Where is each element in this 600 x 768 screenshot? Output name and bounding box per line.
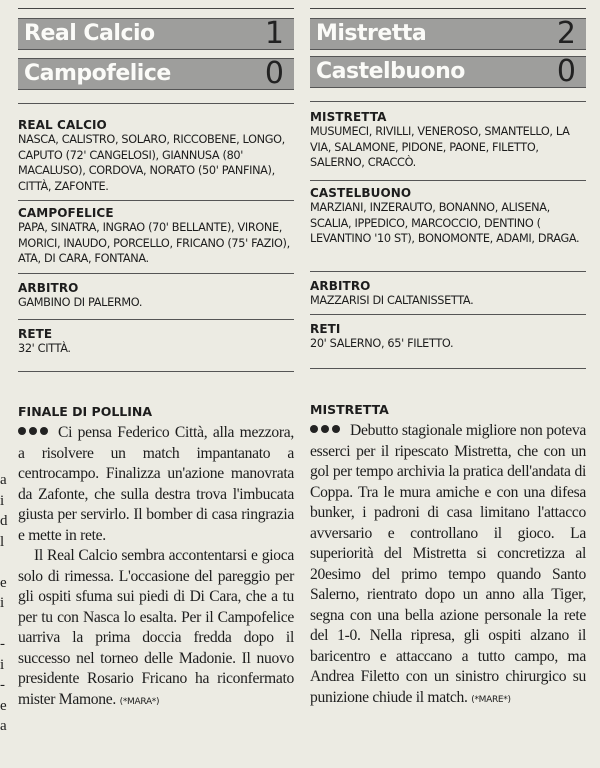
edge-letter: i (0, 656, 5, 673)
edge-letter (0, 552, 14, 573)
article-right (310, 402, 586, 710)
section-text: MUSUMECI, RIVILLI, VENEROSO, SMANTELLO, LA VIA, SALAMONE, PIDONE, PAONE, FILETTO, SALERNO, CRACCÒ. (310, 125, 570, 169)
lineup-home (18, 118, 294, 194)
author-signature: (*MARE*) (471, 694, 511, 705)
team-score: 0 (556, 54, 576, 89)
edge-letter: a (0, 718, 7, 734)
team-name: Real Calcio (24, 21, 155, 46)
scorebar-away (18, 58, 294, 90)
section-title: CAMPOFELICE (18, 206, 114, 220)
section-title: RETI (310, 322, 341, 336)
section-title: REAL CALCIO (18, 118, 107, 132)
divider (18, 319, 294, 320)
scorebar-home (18, 18, 294, 50)
edge-letter: l (0, 533, 5, 550)
article-title: FINALE DI POLLINA (18, 404, 153, 419)
edge-letter: i (0, 492, 5, 509)
section-text: NASCA, CALISTRO, SOLARO, RICCOBENE, LONGO, CAPUTO (72' CANGELOSI), GIANNUSA (80' MACALUSO), CORDOVA, NORATO (50' PANFINA), CITTÀ, ZAFONTE. (18, 133, 285, 193)
section-title: RETE (18, 327, 53, 341)
edge-letter: d (0, 513, 8, 529)
lineup-away (18, 206, 294, 267)
referee (310, 279, 586, 309)
section-title: CASTELBUONO (310, 186, 412, 200)
goals (310, 322, 586, 352)
divider (18, 371, 294, 372)
goals (18, 327, 294, 357)
edge-letter: i (0, 595, 5, 611)
edge-letter: e (0, 697, 7, 714)
divider (310, 180, 586, 181)
scorebar-home (310, 18, 586, 50)
article-title: MISTRETTA (310, 402, 389, 417)
divider (18, 273, 294, 274)
section-text: MAZZARISI DI CALTANISSETTA. (310, 294, 474, 307)
team-score: 2 (556, 16, 576, 51)
team-score: 0 (264, 56, 284, 91)
divider (310, 271, 586, 272)
edge-letter: - (0, 677, 5, 693)
section-text: MARZIANI, INZERAUTO, BONANNO, ALISENA, SCALIA, IPPEDICO, MARCOCCIO, DENTINO ( LEVANTINO '10 ST), BONOMONTE, ADAMI, DRAGA. (310, 201, 580, 245)
article-paragraph (18, 423, 294, 546)
team-name: Mistretta (316, 21, 427, 46)
team-name: Campofelice (24, 61, 171, 86)
divider (310, 101, 586, 102)
section-text: GAMBINO DI PALERMO. (18, 296, 143, 309)
article-left (18, 404, 294, 712)
edge-letter: e (0, 574, 7, 591)
author-signature: (*MARA*) (119, 696, 160, 707)
team-score: 1 (264, 16, 284, 51)
divider (310, 314, 586, 315)
adjacent-column-fragment (0, 470, 14, 760)
section-text: 20' SALERNO, 65' FILETTO. (310, 337, 454, 350)
divider (18, 200, 294, 201)
lineup-away (310, 186, 586, 247)
section-title: MISTRETTA (310, 110, 387, 124)
divider (18, 103, 294, 104)
top-rule (310, 8, 586, 9)
section-title: ARBITRO (310, 279, 371, 293)
divider (310, 368, 586, 369)
article-paragraph (18, 546, 294, 712)
paragraph-text: Debutto stagionale migliore non poteva esserci per il ripescato Mistretta, che con un gol per tempo archivia la pratica dell'andata di Coppa. Tra le mura amiche e con una difesa bunker, i padroni di casa limitano l'attacco avversario e controllano il gioco. La superiorità del Mistretta si concretizza al 20esimo del primo tempo quando Santo Salerno, rientrato dopo un anno alla Tiger, segna con una bella azione personale la rete del 1-0. Nella ripresa, gli ospiti alzano il baricentro e attaccano a tutto campo, ma Andrea Filetto con un sinistro chirurgico su punizione chiude il match. (310, 422, 586, 706)
scorebar-away (310, 56, 586, 88)
bullet-dots-icon (18, 426, 58, 436)
section-text: PAPA, SINATRA, INGRAO (70' BELLANTE), VIRONE, MORICI, INAUDO, PORCELLO, FRICANO (75' FAZIO), ATA, DI CARA, FONTANA. (18, 221, 290, 265)
section-text: 32' CITTÀ. (18, 342, 71, 355)
section-title: ARBITRO (18, 281, 79, 295)
bullet-dots-icon (310, 424, 350, 434)
edge-letter (0, 614, 14, 635)
referee (18, 281, 294, 311)
edge-letter: - (0, 636, 5, 652)
paragraph-text: Il Real Calcio sembra accontentarsi e gioca solo di rimessa. L'occasione del pareggio per gli ospiti sfuma sui piedi di Di Cara, che a tu per tu con Nasca lo esalta. Per il Campofelice uarriva la prima doccia fredda dopo il successo nel torneo delle Madonie. Il nuovo presidente Rosario Fricano ha riconfermato mister Mamone. (18, 547, 294, 708)
top-rule (18, 8, 294, 9)
edge-letter: a (0, 472, 7, 488)
team-name: Castelbuono (316, 59, 465, 84)
lineup-home (310, 110, 586, 171)
article-paragraph (310, 421, 586, 710)
paragraph-text: Ci pensa Federico Città, alla mezzora, a risolvere un match impantanato a centrocampo. Finalizza un'azione manovrata da Zafonte, che sulla destra trova l'imbucata giusta per servirlo. Il bomber di casa ringrazia e mette in rete. (18, 424, 294, 544)
